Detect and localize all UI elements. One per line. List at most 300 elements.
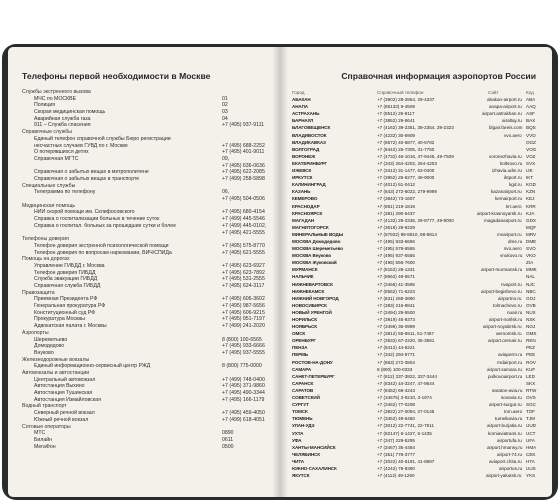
airport-site: airport.samara.ru <box>487 366 522 372</box>
section-heading: Справочные службы <box>22 129 72 136</box>
airport-site: abakan-airport.ru <box>487 97 522 103</box>
airport-code: NBC <box>526 288 536 294</box>
moscow-phone-list <box>22 89 268 450</box>
phone-number: +7 (495) 459-4050 <box>222 410 265 417</box>
airport-city: МОСКВА Внуково <box>292 253 332 259</box>
airport-code: KJA <box>526 210 535 216</box>
airport-city: БАРНАУЛ <box>292 118 314 124</box>
airport-code: NJC <box>526 281 535 287</box>
airport-code: ZIA <box>526 260 534 266</box>
airport-row <box>292 153 544 160</box>
phone-row <box>22 303 268 310</box>
airport-row <box>292 160 544 167</box>
airport-site: aeroomsk.ru <box>496 331 522 337</box>
airport-site: nvaport.ru <box>501 281 522 287</box>
airport-phone: +7 (3842) 73-1607 <box>377 196 415 202</box>
service-name: МегаФон <box>34 443 56 450</box>
service-name: Справка о госпитализации больных в течение суток <box>34 216 160 223</box>
airport-row <box>292 295 544 302</box>
airport-code: NSK <box>526 317 536 322</box>
notebook-spread <box>8 47 552 497</box>
airport-site: svo.aero <box>504 246 522 252</box>
airport-city: МАГАДАН <box>292 217 315 223</box>
section-heading: Аэропорты <box>22 329 49 336</box>
phone-number: +7 (495) 951-7197 <box>222 316 265 323</box>
service-name: 911 – Служба спасения <box>34 122 91 129</box>
airport-code: YKS <box>526 473 536 479</box>
phone-number: 8 (800) 100-6565 <box>222 336 262 343</box>
airport-phone: +7 (8452) 69-4243 <box>377 387 415 393</box>
section-heading: Службы экстренного вызова <box>22 89 91 95</box>
phone-row <box>22 323 268 330</box>
airport-city: ЕКАТЕРИНБУРГ <box>292 160 328 166</box>
phone-row <box>22 270 268 277</box>
service-name: Южный речной вокзал <box>34 416 89 423</box>
airport-phone: +7 (87922) 98-8810, 98-8814 <box>377 231 437 237</box>
airport-code: TJM <box>526 416 535 422</box>
airport-phone: +7 (495) 578-6565 <box>377 246 415 252</box>
column-header-phone: Справочный телефон <box>377 90 424 95</box>
column-header-city: Город <box>292 90 305 95</box>
airport-code: GOJ <box>526 295 536 301</box>
section-heading: Специальные службы <box>22 182 76 189</box>
phone-row <box>22 136 268 143</box>
phone-row <box>22 163 268 170</box>
airport-site: rndairport.ru <box>497 359 523 365</box>
airport-code: VOG <box>526 146 537 152</box>
airport-row <box>292 380 544 387</box>
right-page <box>280 47 552 497</box>
phone-row <box>22 383 268 390</box>
phone-row <box>22 343 268 350</box>
airport-code: AAQ <box>526 104 536 110</box>
airport-city: МОСКВА Домодедово <box>292 238 341 244</box>
airport-site: nuair.ru <box>507 309 523 315</box>
service-name: Телефон доверия ГИБДД <box>34 269 96 276</box>
airport-code: VKO <box>526 253 536 259</box>
service-name: Приемная Президента РФ <box>34 296 98 303</box>
airport-row <box>292 465 544 472</box>
service-name: Справочная служба ГИБДД <box>34 283 101 290</box>
airport-code: OVS <box>526 395 536 401</box>
airport-code: LED <box>526 373 535 379</box>
airport-phone: +7 (343) 264-4202, 264-4203 <box>377 160 437 166</box>
airport-code: OVB <box>526 302 536 308</box>
column-header-code: Код <box>526 90 534 95</box>
service-name: Телефон доверия по вопросам наркомании, ВИЧ/СПИДа <box>34 249 172 256</box>
airport-row <box>292 273 544 280</box>
airport-city: КРАСНОЯРСК <box>292 210 323 216</box>
phone-number: +7 (495) 606-3602 <box>222 296 265 303</box>
airport-code: PEZ <box>526 345 535 351</box>
service-name: Центральный автовокзал <box>34 376 96 383</box>
phone-number: 8 (800) 775-0000 <box>222 363 262 370</box>
service-name: Служба эвакуации ГИБДД <box>34 276 98 283</box>
airport-phone: 8 (800) 100-0333 <box>377 366 413 372</box>
service-name: Конституционный суд РФ <box>34 309 96 316</box>
section-heading: Медицинская помощь <box>22 202 76 209</box>
airport-phone: +7 (342) 294-9771 <box>377 352 415 358</box>
airport-row <box>292 430 544 437</box>
airport-row <box>292 359 544 366</box>
airport-row <box>292 309 544 316</box>
airport-code: KGD <box>526 182 536 188</box>
airport-code: NOJ <box>526 324 536 330</box>
airport-site: airport.orenair.ru <box>488 338 522 344</box>
airport-city: БЛАГОВЕЩЕНСК <box>292 125 331 131</box>
phone-number: +7 (499) 445-0102, <box>222 222 267 229</box>
service-name: НИИ скорой помощи им. Склифосовского <box>34 209 135 216</box>
airport-site: airport.astrakhan.ru <box>482 111 522 117</box>
service-name: Генеральная прокуратура РФ <box>34 303 106 310</box>
airport-phone: +7 (3022) 40-6191, 41-8887 <box>377 458 435 464</box>
airport-site: aviaport.chita.ru <box>489 458 522 464</box>
phone-number: +7 (495) 623-7892 <box>222 269 265 276</box>
phone-number: +7 (495) 621-5555 <box>222 249 265 256</box>
airport-code: KEJ <box>526 196 535 202</box>
phone-row <box>22 96 268 103</box>
airport-site: kemairport.ru <box>495 196 523 202</box>
airport-site: mvairport.ru <box>497 231 522 237</box>
airport-row <box>292 288 544 295</box>
airport-site: airport-krasnoyarsk.ru <box>477 210 522 216</box>
airport-phone: +7 (351) 778-3777 <box>377 451 415 457</box>
section-heading: Телефоны доверия <box>22 236 69 243</box>
airport-code: BAX <box>526 118 536 124</box>
airport-city: ХАНТЫ-МАНСИЙСК <box>292 444 336 450</box>
airport-phone: +7 (812) 337-3822, 337-3444 <box>377 373 437 379</box>
airport-code: KZN <box>526 189 536 195</box>
airport-row <box>292 103 544 110</box>
service-name: Единый телефон справочной службы Бюро регистрации <box>34 135 171 142</box>
airport-row <box>292 373 544 380</box>
airport-city: НИЖНЕКАМСК <box>292 288 325 294</box>
airport-site: tolmachevo.ru <box>493 302 522 308</box>
phone-number: +7 (495) 401-9011 <box>222 149 265 156</box>
airport-site: kgd.ru <box>509 182 522 188</box>
phone-number: +7 (495) 504-0506 <box>222 196 265 203</box>
airport-row <box>292 124 544 131</box>
airport-row <box>292 224 544 231</box>
airport-phone: +7 (8442) 26-7305, 31-7750 <box>377 146 435 152</box>
airport-row <box>292 316 544 323</box>
phone-number: +7 (495) 636-0636 <box>222 162 265 169</box>
phone-row <box>22 377 268 384</box>
airport-site: dme.ru <box>508 238 523 244</box>
phone-number: 06, <box>222 189 230 196</box>
airport-site: komiaviatrans.ru <box>488 430 522 436</box>
airport-city: ЧИТА <box>292 458 304 464</box>
airport-row <box>292 210 544 217</box>
airport-phone: +7 (4232) 30-6909 <box>377 132 415 138</box>
airport-city: МИНЕРАЛЬНЫЕ ВОДЫ <box>292 231 344 237</box>
airport-row <box>292 231 544 238</box>
phone-row <box>22 149 268 156</box>
airport-site: airport-norilsk.ru <box>489 317 523 322</box>
airport-site: aviaperm.ru <box>498 352 523 358</box>
phone-row <box>22 143 268 150</box>
airport-phone: +7 (34675) 3-9210, 3-1974 <box>377 395 432 401</box>
airport-city: СОВЕТСКИЙ <box>292 395 320 401</box>
airport-code: MMK <box>526 267 537 273</box>
airport-site: airport-begishevo.ru <box>481 288 522 294</box>
airport-city: НИЖНЕВАРТОВСК <box>292 281 333 287</box>
airport-site: airport-yakutsk.ru <box>486 473 522 479</box>
phone-number: 0890 <box>222 430 234 437</box>
airport-phone: +7 (3852) 29-8641 <box>377 118 415 124</box>
left-page <box>8 47 280 497</box>
airport-site: koltsovo.ru <box>500 160 523 166</box>
airport-site: airport-burjatia.ru <box>487 423 522 429</box>
airport-row <box>292 302 544 309</box>
phone-row <box>22 176 268 183</box>
phone-number: +7 (495) 622-2085 <box>222 169 265 176</box>
service-name: Прокуратура Москвы <box>34 316 85 323</box>
airport-code: SGC <box>526 402 536 408</box>
airport-code: MQF <box>526 224 537 230</box>
phone-number: +7 (499) 258-5898 <box>222 175 265 182</box>
airport-city: НОВОСИБИРСК <box>292 302 327 308</box>
airport-site: voronezhavia.ru <box>489 153 522 159</box>
airport-city: МАГНИТОГОРСК <box>292 224 329 230</box>
airport-phone: +7 (4012) 61-0412 <box>377 182 415 188</box>
service-name: Автостанция Выхино <box>34 383 85 390</box>
phone-number: +7 (499) 241-2020 <box>222 323 265 330</box>
airport-code: GDX <box>526 217 536 223</box>
airport-row <box>292 217 544 224</box>
airport-city: НАЛЬЧИК <box>292 274 314 280</box>
phone-number: +7 (495) 531-2555 <box>222 276 265 283</box>
page-title-moscow-phones: Телефоны первой необходимости в Москве <box>22 71 211 81</box>
airport-row <box>292 132 544 139</box>
service-name: Адвокатская палата г. Москвы <box>34 323 107 330</box>
airport-site: blgair.fareis.com <box>489 125 523 131</box>
airport-phone: +7 (383) 216-9841 <box>377 302 415 308</box>
airport-row <box>292 422 544 429</box>
airport-city: НОЯБРЬСК <box>292 324 318 330</box>
airport-phone: +7 (82147) 6-1427, 6-1435 <box>377 430 432 436</box>
service-name: МТС <box>34 430 46 437</box>
phone-number: +7 (495) 606-9215 <box>222 309 265 316</box>
airport-code: UCT <box>526 430 536 436</box>
airport-code: MRV <box>526 231 537 237</box>
airport-row <box>292 366 544 373</box>
airport-site: airportus.ru <box>499 465 523 471</box>
airport-city: ОРЕНБУРГ <box>292 338 316 344</box>
airport-phone: +7 (831) 269-3890 <box>377 295 415 301</box>
airport-phone: +7 (3467) 35-4484 <box>377 444 415 450</box>
phone-row <box>22 350 268 357</box>
service-name: Шереметьево <box>34 336 68 343</box>
airport-phone: +7 (347) 229-5295 <box>377 437 415 443</box>
airport-site: sovavia.ru <box>501 395 522 401</box>
airport-table <box>292 96 544 479</box>
airport-code: OMS <box>526 331 537 337</box>
airport-phone: +7 (4112) 49-1260 <box>377 473 415 479</box>
phone-number: 09, <box>222 155 230 162</box>
service-name: О потерявшихся детях <box>34 149 89 156</box>
phone-row <box>22 417 268 424</box>
phone-number: +7 (495) 680-4154 <box>222 209 265 216</box>
airport-phone: +7 (3952) 26-6277, 49-9000 <box>377 175 435 181</box>
airport-row <box>292 337 544 344</box>
airport-row <box>292 266 544 273</box>
airport-row <box>292 167 544 174</box>
service-name: Справочная о забытых вещах в транспорте <box>34 175 140 182</box>
phone-row <box>22 283 268 290</box>
airport-row <box>292 181 544 188</box>
airport-city: ЮЖНО-САХАЛИНСК <box>292 465 337 471</box>
airport-row <box>292 252 544 259</box>
service-name: Северный речной вокзал <box>34 410 95 417</box>
phone-row <box>22 276 268 283</box>
section-heading: Автовокзалы и автостанции <box>22 370 90 377</box>
airport-city: ВЛАДИВОСТОК <box>292 132 327 138</box>
airport-city: САРАНСК <box>292 380 314 386</box>
section-heading: Сотовые операторы <box>22 423 71 430</box>
phone-row <box>22 122 268 129</box>
airport-phone: +7 (3532) 67-2220, 35-3581 <box>377 338 435 344</box>
airport-phone: +7 (3919) 45-9373 <box>377 317 415 322</box>
service-name: Автостанция Тушинская <box>34 390 93 397</box>
airport-city: УФА <box>292 437 302 443</box>
airport-phone: +7 (8152) 28-1331 <box>377 267 415 273</box>
airport-phone: +7 (495) 556-7600 <box>377 260 415 266</box>
airport-city: МОСКВА Жуковский <box>292 260 337 266</box>
airport-phone: +7 (4732) 46-1016, 47-9445, 49-7509 <box>377 153 454 159</box>
phone-row <box>22 102 268 109</box>
phone-number: +7 (495) 371-9860 <box>222 383 265 390</box>
airport-row <box>292 238 544 245</box>
phone-number: +7 (495) 987-5656 <box>222 303 265 310</box>
phone-row <box>22 223 268 230</box>
airport-table-header <box>292 89 544 96</box>
airport-site: krr.aero <box>506 203 522 209</box>
phone-number: 0611 <box>222 436 234 443</box>
phone-number: +7 (495) 166-1179 <box>222 396 265 403</box>
airport-row <box>292 408 544 415</box>
page-title-airports: Справочная информация аэропортов России <box>341 71 536 81</box>
airport-phone: +7 (863) 272-3804 <box>377 359 415 365</box>
airport-phone: +7 (391) 290-6437 <box>377 210 415 216</box>
section-heading: Водный транспорт <box>22 403 67 410</box>
phone-number: +7 (495) 624-3117 <box>222 283 265 290</box>
airport-phone: +7 (3412) 31-1477, 63-0400 <box>377 168 435 174</box>
airport-city: АНАПА <box>292 104 309 110</box>
airport-row <box>292 245 544 252</box>
airport-code: SKX <box>526 380 536 386</box>
airport-code: NAL <box>526 274 535 280</box>
airport-city: ПЕРМЬ <box>292 352 308 358</box>
airport-city: КАЗАНЬ <box>292 189 311 195</box>
airport-city: ВОЛГОГРАД <box>292 146 320 152</box>
airport-code: KRR <box>526 203 536 209</box>
airport-site: tom.aero <box>504 409 523 415</box>
airport-phone: +7 (86133) 9-4509 <box>377 104 415 110</box>
airport-city: УЛАН-УДЭ <box>292 423 315 429</box>
airport-code: KUF <box>526 366 536 372</box>
airport-site: airport-74.ru <box>497 451 523 457</box>
phone-number: 04 <box>222 115 228 122</box>
phone-row <box>22 216 268 223</box>
airport-phone: +7 (3494) 29-5500 <box>377 309 415 315</box>
airport-row <box>292 330 544 337</box>
airport-phone: +7 (3822) 27-0084, 27-0145 <box>377 409 435 415</box>
service-name: Справочная МГТС <box>34 155 79 162</box>
phone-row <box>22 310 268 317</box>
service-name: Телеграмма по телефону <box>34 189 96 196</box>
airport-phone: +7 (8512) 26-9117 <box>377 111 415 117</box>
airport-site: anapa-airport.ru <box>489 104 522 110</box>
airport-phone: +7 (495) 937-5555 <box>377 253 415 259</box>
airport-site: airaltay.ru <box>502 118 522 124</box>
service-name: Полиция <box>34 102 56 109</box>
airport-city: КЕМЕРОВО <box>292 196 318 202</box>
airport-phone: +7 (3902) 28-2854, 29-4337 <box>377 97 435 103</box>
airport-code: SVX <box>526 160 536 166</box>
phone-number: +7 (495) 937-9111 <box>222 122 265 129</box>
airport-row <box>292 110 544 117</box>
airport-row <box>292 344 544 351</box>
airport-site: pulkovoairport.ru <box>488 373 523 379</box>
airport-row <box>292 394 544 401</box>
airport-site: izhavia.udm.ru <box>492 168 522 174</box>
service-name: Справочная о забытых вещах в метрополитене <box>34 169 149 176</box>
airport-phone: +7 (8412) 44-8221 <box>377 345 415 351</box>
phone-number: 0500 <box>222 443 234 450</box>
service-name: Внуково <box>34 349 54 356</box>
airport-code: UUS <box>526 465 536 471</box>
airport-row <box>292 458 544 465</box>
airport-phone: +7 (8342) 44-3247, 47-9544 <box>377 380 435 386</box>
phone-row <box>22 109 268 116</box>
airport-city: ИЖЕВСК <box>292 168 312 174</box>
airport-city: САРАТОВ <box>292 387 314 393</box>
phone-number: +7 (495) 933-6666 <box>222 343 265 350</box>
airport-city: КРАСНОДАР <box>292 203 320 209</box>
service-name: Единый информационно-сервисный центр РЖД <box>34 363 151 370</box>
phone-row <box>22 390 268 397</box>
airport-code: IJK <box>526 168 533 174</box>
airport-row <box>292 174 544 181</box>
airport-site: tumeikavia.ru <box>495 416 523 422</box>
service-name: Автостанция Измайловская <box>34 396 101 403</box>
airport-city: САМАРА <box>292 366 312 372</box>
phone-number: +7 (495) 421-5555 <box>222 229 265 236</box>
phone-row <box>22 189 268 196</box>
airport-code: PEE <box>526 352 536 358</box>
phone-row <box>22 263 268 270</box>
airport-phone: +7 (3452) 49-6450 <box>377 416 415 422</box>
airport-row <box>292 203 544 210</box>
phone-number: +7 (499) 445-5546 <box>222 216 265 223</box>
phone-row <box>22 363 268 370</box>
phone-row <box>22 397 268 404</box>
airport-city: УХТА <box>292 430 304 436</box>
phone-row <box>22 156 268 163</box>
airport-site: iktport.ru <box>504 175 522 181</box>
airport-code: SVO <box>526 246 536 252</box>
airport-site: vnukovo.ru <box>500 253 523 259</box>
airport-code: ASF <box>526 111 535 117</box>
airport-row <box>292 401 544 408</box>
airport-code: OGZ <box>526 139 536 145</box>
phone-row <box>22 430 268 437</box>
airport-phone: +7 (861) 219-1819 <box>377 203 415 209</box>
airport-code: TOF <box>526 409 536 415</box>
airport-code: BQS <box>526 125 536 131</box>
airport-city: ИРКУТСК <box>292 175 313 181</box>
